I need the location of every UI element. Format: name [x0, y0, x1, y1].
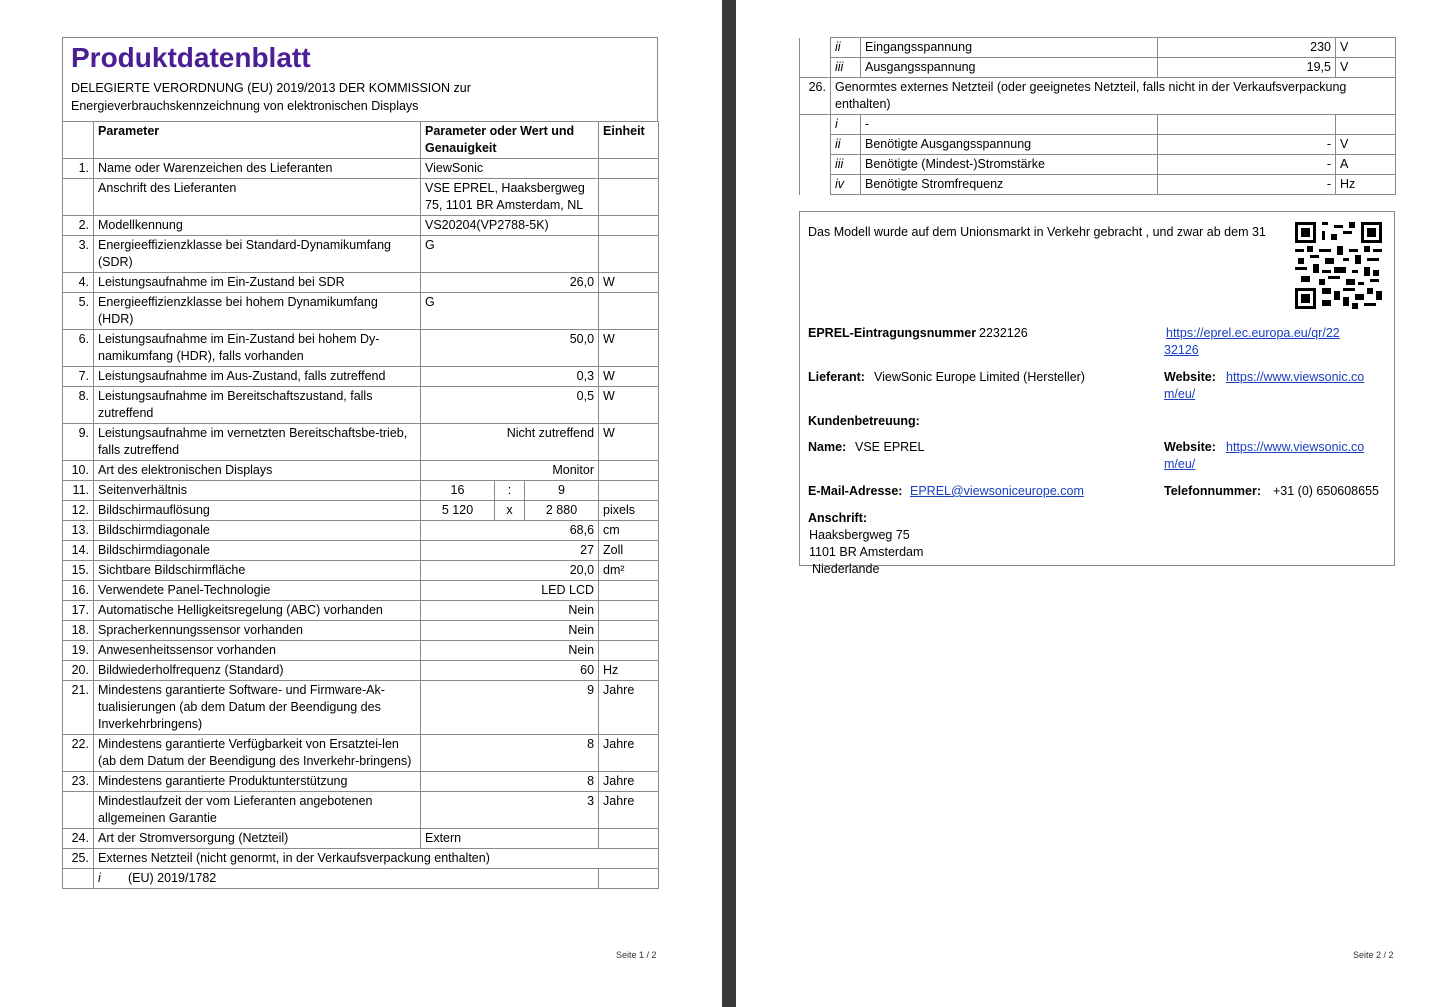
row-parameter: Sichtbare Bildschirmfläche: [94, 561, 421, 581]
phone-value: +31 (0) 650608655: [1273, 484, 1379, 498]
row-unit: Jahre: [599, 772, 659, 792]
page-footer-2: Seite 2 / 2: [1353, 950, 1394, 960]
row-parameter: Bildschirmauflösung: [94, 501, 421, 521]
header-num: [63, 122, 94, 159]
row-number: 14.: [63, 541, 94, 561]
row-number: 2.: [63, 216, 94, 236]
row-number: 3.: [63, 236, 94, 273]
row-unit: [599, 641, 659, 661]
row-value: 20,0: [421, 561, 599, 581]
info-box: [799, 211, 1395, 576]
website2-link-line1[interactable]: https://www.viewsonic.co: [1226, 440, 1365, 454]
table-row: [63, 159, 659, 179]
title-box: [62, 37, 658, 121]
row-unit: V: [1336, 38, 1396, 58]
table-row: [63, 330, 659, 367]
table-row: [800, 58, 1396, 78]
row-number: 23.: [63, 772, 94, 792]
row-value: 0,3: [421, 367, 599, 387]
row-number: 26.: [800, 78, 831, 115]
row-sub-index: iii: [831, 58, 861, 78]
row-value: Monitor: [421, 461, 599, 481]
table-row: [800, 135, 1396, 155]
row-parameter: Energieeffizienzklasse bei Standard-Dynamikumfang (SDR): [94, 236, 421, 273]
row-number: 21.: [63, 681, 94, 735]
row-unit: W: [599, 424, 659, 461]
row-unit: [599, 159, 659, 179]
row-value: 8: [421, 735, 599, 772]
row-value-a: 5 120: [421, 501, 495, 521]
row-value: 19,5: [1158, 58, 1336, 78]
email-label: E-Mail-Adresse:: [808, 484, 903, 498]
row-number: 15.: [63, 561, 94, 581]
row-number: 8.: [63, 387, 94, 424]
table-row: [63, 561, 659, 581]
row-unit: [599, 461, 659, 481]
row-number: 7.: [63, 367, 94, 387]
row-value: ViewSonic: [421, 159, 599, 179]
row-unit: [599, 829, 659, 849]
eprel-link-line1[interactable]: https://eprel.ec.europa.eu/qr/22: [1166, 326, 1340, 340]
row-parameter: Verwendete Panel-Technologie: [94, 581, 421, 601]
row-value: 26,0: [421, 273, 599, 293]
website-label: Website:: [1164, 370, 1216, 384]
row-parameter: Mindestens garantierte Produktunterstützung: [94, 772, 421, 792]
row-number: [800, 115, 831, 135]
row-sub-index: iii: [831, 155, 861, 175]
address-line2: 1101 BR Amsterdam: [809, 545, 924, 559]
eprel-link-line2[interactable]: 32126: [1164, 343, 1199, 357]
table-row: [63, 541, 659, 561]
row-value-a: 16: [421, 481, 495, 501]
website2-link-line2[interactable]: m/eu/: [1164, 457, 1196, 471]
table-row: [63, 641, 659, 661]
row-value: 0,5: [421, 387, 599, 424]
row-value: 27: [421, 541, 599, 561]
table-row: [63, 501, 659, 521]
row-value: 9: [421, 681, 599, 735]
website-link-line2[interactable]: m/eu/: [1164, 387, 1196, 401]
website-link-line1[interactable]: https://www.viewsonic.co: [1226, 370, 1365, 384]
table-row: [63, 621, 659, 641]
row-number: 16.: [63, 581, 94, 601]
row-number: [800, 58, 831, 78]
row-sub-index: iv: [831, 175, 861, 195]
row-parameter: Leistungsaufnahme im Ein-Zustand bei SDR: [94, 273, 421, 293]
row-value: LED LCD: [421, 581, 599, 601]
row-sub-index: i: [831, 115, 861, 135]
supplier-value: ViewSonic Europe Limited (Hersteller): [874, 370, 1085, 384]
row-unit: [599, 481, 659, 501]
row-sub-value: (EU) 2019/1782: [128, 871, 217, 885]
supplier-label: Lieferant:: [808, 370, 865, 384]
row-parameter: Eingangsspannung: [861, 38, 1158, 58]
row-number: [800, 38, 831, 58]
row-unit: [599, 621, 659, 641]
row-value: -: [1158, 155, 1336, 175]
row-sub-index: i: [98, 871, 101, 885]
header-value: Parameter oder Wert und Genauigkeit: [421, 122, 599, 159]
row-number: 25.: [63, 849, 94, 869]
row-number: 11.: [63, 481, 94, 501]
table-row: [63, 273, 659, 293]
row-parameter: Energieeffizienzklasse bei hohem Dynamikumfang (HDR): [94, 293, 421, 330]
phone-label: Telefonnummer:: [1164, 484, 1261, 498]
row-value: Extern: [421, 829, 599, 849]
row-unit: [599, 293, 659, 330]
row-number: 19.: [63, 641, 94, 661]
table-row: [63, 424, 659, 461]
row-number: 12.: [63, 501, 94, 521]
table-row: [63, 581, 659, 601]
row-parameter: Leistungsaufnahme im Ein-Zustand bei hohem Dy-namikumfang (HDR), falls vorhanden: [94, 330, 421, 367]
row-value: G: [421, 236, 599, 273]
table-row: [800, 38, 1396, 58]
row-parameter: Benötigte Ausgangsspannung: [861, 135, 1158, 155]
table-row: [63, 829, 659, 849]
row-parameter: Name oder Warenzeichen des Lieferanten: [94, 159, 421, 179]
row-parameter: Mindestlaufzeit der vom Lieferanten angebotenen allgemeinen Garantie: [94, 792, 421, 829]
row-parameter: Leistungsaufnahme im Aus-Zustand, falls zutreffend: [94, 367, 421, 387]
row-parameter: -: [861, 115, 1158, 135]
page-1: [62, 37, 658, 960]
eprel-value: 2232126: [979, 326, 1028, 340]
row-parameter: Benötigte Stromfrequenz: [861, 175, 1158, 195]
row-parameter: Seitenverhältnis: [94, 481, 421, 501]
name-value: VSE EPREL: [855, 440, 925, 454]
row-number: [63, 792, 94, 829]
table-row: [800, 175, 1396, 195]
page-title: Produktdatenblatt: [71, 42, 311, 73]
row-parameter: Art der Stromversorgung (Netzteil): [94, 829, 421, 849]
row-parameter: Automatische Helligkeitsregelung (ABC) vorhanden: [94, 601, 421, 621]
row-unit: [599, 581, 659, 601]
page-divider: [722, 0, 736, 1007]
row-number: 4.: [63, 273, 94, 293]
row-number: 5.: [63, 293, 94, 330]
row-value: Nein: [421, 621, 599, 641]
row-parameter: Mindestens garantierte Software- und Firmware-Ak-tualisierungen (ab dem Datum der Beendigung des Inverkehrbringens): [94, 681, 421, 735]
table-header: [63, 122, 659, 159]
table-row: [800, 155, 1396, 175]
row-unit: W: [599, 367, 659, 387]
row-value: [1158, 115, 1336, 135]
row-sub-index: ii: [831, 135, 861, 155]
power-supply-table: [799, 37, 1396, 195]
table-row: [63, 461, 659, 481]
row-unit: [599, 601, 659, 621]
row-number: [800, 175, 831, 195]
row-value: 230: [1158, 38, 1336, 58]
row-unit: Hz: [1336, 175, 1396, 195]
table-row: [63, 735, 659, 772]
page-2: [799, 37, 1395, 960]
row-unit: dm²: [599, 561, 659, 581]
row-unit: cm: [599, 521, 659, 541]
table-row: [63, 792, 659, 829]
name-label: Name:: [808, 440, 847, 454]
row-number: [800, 135, 831, 155]
row-number: 18.: [63, 621, 94, 641]
table-row: [63, 521, 659, 541]
row-number: [63, 869, 94, 889]
table-row: [63, 681, 659, 735]
row-parameter: Anschrift des Lieferanten: [94, 179, 421, 216]
row-value: -: [1158, 135, 1336, 155]
address-label: Anschrift:: [808, 511, 868, 525]
table-row: [63, 849, 659, 869]
row-parameter: Art des elektronischen Displays: [94, 461, 421, 481]
row-separator: x: [495, 501, 525, 521]
address-line3: Niederlande: [812, 562, 880, 576]
customer-label: Kundenbetreuung:: [808, 414, 920, 428]
row-number: 20.: [63, 661, 94, 681]
table-row: [63, 293, 659, 330]
qr-code-icon[interactable]: [1295, 222, 1382, 309]
row-value-b: 2 880: [525, 501, 599, 521]
table-row: [63, 179, 659, 216]
table-row: [63, 236, 659, 273]
row-sub-item: [94, 869, 599, 889]
row-number: 13.: [63, 521, 94, 541]
row-unit: W: [599, 273, 659, 293]
table-row: [63, 387, 659, 424]
email-link[interactable]: EPREL@viewsoniceurope.com: [910, 484, 1084, 498]
table-row: [63, 601, 659, 621]
table-row: [800, 78, 1396, 115]
row-number: [63, 179, 94, 216]
header-param: Parameter: [94, 122, 421, 159]
table-row: [63, 772, 659, 792]
row-value: Nicht zutreffend: [421, 424, 599, 461]
row-value: 8: [421, 772, 599, 792]
website2-label: Website:: [1164, 440, 1216, 454]
row-parameter: Leistungsaufnahme im Bereitschaftszustand, falls zutreffend: [94, 387, 421, 424]
row-value: G: [421, 293, 599, 330]
row-value: 60: [421, 661, 599, 681]
address-line1: Haaksbergweg 75: [809, 528, 910, 542]
row-unit: Jahre: [599, 735, 659, 772]
row-parameter: Bildwiederholfrequenz (Standard): [94, 661, 421, 681]
table-row: [63, 661, 659, 681]
row-number: 10.: [63, 461, 94, 481]
row-unit: A: [1336, 155, 1396, 175]
row-unit: Zoll: [599, 541, 659, 561]
row-unit: [599, 869, 659, 889]
row-parameter: Genormtes externes Netzteil (oder geeignetes Netzteil, falls nicht in der Verkaufsverpackung enthalten): [831, 78, 1396, 115]
row-unit: V: [1336, 135, 1396, 155]
product-table: [62, 121, 659, 889]
eprel-label: EPREL-Eintragungsnummer: [808, 326, 977, 340]
row-value: -: [1158, 175, 1336, 195]
page-footer: Seite 1 / 2: [616, 950, 657, 960]
row-unit: [599, 216, 659, 236]
row-unit: [1336, 115, 1396, 135]
row-unit: [599, 236, 659, 273]
row-parameter: Mindestens garantierte Verfügbarkeit von Ersatztei-len (ab dem Datum der Beendigung des Inverkehr-bringens): [94, 735, 421, 772]
row-number: 17.: [63, 601, 94, 621]
row-number: 22.: [63, 735, 94, 772]
row-value: 68,6: [421, 521, 599, 541]
row-parameter: Externes Netzteil (nicht genormt, in der Verkaufsverpackung enthalten): [94, 849, 659, 869]
row-value: Nein: [421, 601, 599, 621]
row-unit: Jahre: [599, 792, 659, 829]
row-unit: V: [1336, 58, 1396, 78]
row-unit: Hz: [599, 661, 659, 681]
row-parameter: Leistungsaufnahme im vernetzten Bereitschaftsbe-trieb, falls zutreffend: [94, 424, 421, 461]
table-row: [63, 869, 659, 889]
row-parameter: Ausgangsspannung: [861, 58, 1158, 78]
row-unit: Jahre: [599, 681, 659, 735]
market-text: Das Modell wurde auf dem Unionsmarkt in Verkehr gebracht , und zwar ab dem 31: [808, 225, 1266, 239]
row-number: 24.: [63, 829, 94, 849]
row-parameter: Benötigte (Mindest-)Stromstärke: [861, 155, 1158, 175]
row-parameter: Modellkennung: [94, 216, 421, 236]
table-row: [63, 367, 659, 387]
row-value-b: 9: [525, 481, 599, 501]
row-unit: [599, 179, 659, 216]
row-value: Nein: [421, 641, 599, 661]
row-parameter: Spracherkennungssensor vorhanden: [94, 621, 421, 641]
table-row: [63, 481, 659, 501]
row-parameter: Bildschirmdiagonale: [94, 541, 421, 561]
row-unit: pixels: [599, 501, 659, 521]
row-separator: :: [495, 481, 525, 501]
row-sub-index: ii: [831, 38, 861, 58]
table-row: [63, 216, 659, 236]
row-number: 9.: [63, 424, 94, 461]
row-parameter: Bildschirmdiagonale: [94, 521, 421, 541]
table-row: [800, 115, 1396, 135]
page-subtitle: DELEGIERTE VERORDNUNG (EU) 2019/2013 DER KOMMISSION zur Energieverbrauchskennzeichnung von elektronischen Displays: [71, 81, 471, 113]
header-unit: Einheit: [599, 122, 659, 159]
row-value: VS20204(VP2788-5K): [421, 216, 599, 236]
row-value: 50,0: [421, 330, 599, 367]
row-unit: W: [599, 330, 659, 367]
row-value: VSE EPREL, Haaksbergweg 75, 1101 BR Amsterdam, NL: [421, 179, 599, 216]
row-parameter: Anwesenheitssensor vorhanden: [94, 641, 421, 661]
row-unit: W: [599, 387, 659, 424]
row-number: 6.: [63, 330, 94, 367]
row-number: [800, 155, 831, 175]
row-value: 3: [421, 792, 599, 829]
row-number: 1.: [63, 159, 94, 179]
